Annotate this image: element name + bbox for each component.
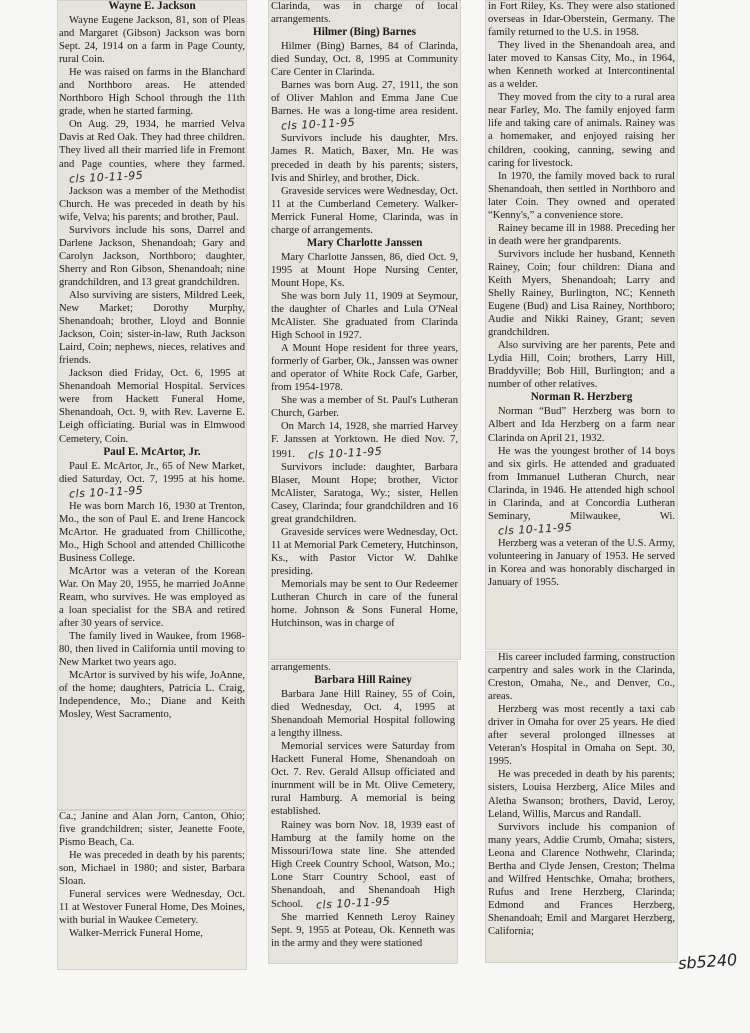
obituary-paragraph — [271, 420, 458, 460]
obituary-paragraph — [59, 849, 245, 888]
paragraph-text: Barnes was born Aug. 27, 1911, the son of Oliver Mahlon and Emma Jane Cue Barnes. He was a long-time area resident. — [271, 80, 458, 118]
obituary-paragraph — [59, 630, 245, 669]
paragraph-text: Herzberg was a veteran of the U.S. Army, volunteering in January of 1953. He served in Korea and was honorably discharged in January of 1955. — [488, 537, 675, 589]
paragraph-text: A Mount Hope resident for three years, formerly of Garber, Ok., Janssen was owner and operator of White Rock Cafe, Garber, from 1954-1978. — [271, 343, 458, 394]
paragraph-text: She was a member of St. Paul's Lutheran Church, Garber. — [271, 395, 458, 420]
obituary-paragraph — [59, 500, 245, 565]
obituary-heading — [271, 674, 455, 687]
obituary-paragraph — [59, 669, 245, 721]
obituary-paragraph — [271, 79, 458, 132]
paragraph-text: Barbara Hill Rainey — [314, 674, 412, 687]
obituary-paragraph — [488, 39, 675, 91]
paragraph-text: Rainey was born Nov. 18, 1939 east of Hamburg at the family home on the Missouri/Iowa state line. She attended High Creek Country School, Watson, Mo.; Lone Starr Country School, east of Shenandoah, and Shenandoah High School. — [271, 819, 455, 910]
obituary-paragraph — [271, 578, 458, 630]
obituary-paragraph — [59, 66, 245, 118]
paragraph-text: He was born March 16, 1930 at Trenton, Mo., the son of Paul E. and Irene Hancock McArtor. He graduated from Chillicothe, Mo., High School and attended Chillicothe Business College. — [59, 500, 245, 564]
paragraph-text: Jackson died Friday, Oct. 6, 1995 at Shenandoah Memorial Hospital. Services were from Hackett Funeral Home, Shenandoah, Oct. 9, with Rev. Laverne E. Leigh officiating. Burial was in Elmwood Cemetery, Coin. — [59, 368, 245, 445]
obituary-paragraph — [488, 91, 675, 169]
handwritten-date-note: cls 10-11-95 — [307, 444, 383, 462]
handwritten-date-note: cls 10-11-95 — [68, 168, 144, 186]
handwritten-date-note: cls 10-11-95 — [497, 520, 573, 538]
obituary-paragraph — [488, 445, 675, 537]
paragraph-text: Hilmer (Bing) Barnes, 84 of Clarinda, died Sunday, Oct. 8, 1995 at Community Care Center in Clarinda. — [271, 41, 458, 79]
paragraph-text: Ca.; Janine and Alan Jorn, Canton, Ohio; five grandchildren; sister, Jeanette Foote, Pismo Beach, Ca. — [59, 811, 245, 849]
obituary-paragraph — [271, 342, 458, 394]
obituary-paragraph — [488, 248, 675, 339]
obituary-paragraph — [59, 565, 245, 630]
obituary-paragraph — [271, 290, 458, 342]
obituary-paragraph — [488, 405, 675, 444]
obituary-paragraph — [488, 821, 675, 938]
obituary-paragraph — [271, 819, 455, 911]
obituary-paragraph — [59, 224, 245, 289]
paragraph-text: Also surviving are her parents, Pete and Lydia Hill, Coin; brothers, Larry Hill, Braddyville; Bob Hill, Burlington; and a number of other relatives. — [488, 340, 675, 391]
paragraph-text: Survivors include: daughter, Barbara Blaser, Mount Hope; brother, Victor McAlister, Saratoga, Wy.; sister, Hellen Casey, Clarinda; four grandchildren and 16 great grandchildren. — [271, 461, 458, 525]
handwritten-page-stamp: sb5240 — [677, 949, 738, 974]
obituary-paragraph — [271, 740, 455, 818]
clipping-col2b — [268, 661, 458, 964]
clipping-col2a — [268, 0, 461, 660]
paragraph-text: Herzberg was most recently a taxi cab driver in Omaha for over 25 years. He died after several prolonged illnesses at Veteran's Hospital in Omaha on Sept. 30, 1995. — [488, 704, 675, 768]
handwritten-date-note: cls 10-11-95 — [280, 116, 356, 134]
obituary-paragraph — [59, 14, 245, 66]
obituary-paragraph — [59, 289, 245, 367]
obituary-heading — [488, 391, 675, 404]
paragraph-text: She married Kenneth Leroy Rainey Sept. 9, 1955 at Poteau, Ok. Kenneth was in the army and they were stationed — [271, 911, 455, 949]
clipping-col3b — [485, 651, 678, 963]
paragraph-text: They moved from the city to a rural area near Farley, Mo. The family enjoyed farm life and taking care of animals. Rainey was a homemaker, and enjoyed raising her children, cooking, canning, sewing and caring for livestock. — [488, 92, 675, 169]
obituary-paragraph — [488, 651, 675, 703]
paragraph-text: Mary Charlotte Janssen, 86, died Oct. 9, 1995 at Mount Hope Nursing Center, Mount Hope, Ks. — [271, 251, 458, 289]
paragraph-text: Paul E. McArtor, Jr., 65 of New Market, died Saturday, Oct. 7, 1995 at his home. — [59, 460, 245, 485]
clipping-col1b — [57, 810, 247, 970]
paragraph-text: She was born July 11, 1909 at Seymour, the daughter of Charles and Lula O'Neal McAlister. She graduated from Clarinda High School in 1927. — [271, 290, 458, 342]
paragraph-text: Memorials may be sent to Our Redeemer Lutheran Church in care of the funeral home. Johnson & Sons Funeral Home, Hutchinson, was in charge of — [271, 578, 458, 630]
paragraph-text: Norman “Bud” Herzberg was born to Albert and Ida Herzberg on a farm near Clarinda on April 21, 1932. — [488, 406, 675, 444]
paragraph-text: Survivors include his companion of many years, Addie Crumb, Omaha; sisters, Leona and Clarence Nothwehr, Clarinda; Bertha and Clyde Jensen, Creston; Thelma and Wilfred Hentschke, Omaha; brothers, Rufus and Irene Herzberg, Clarinda; Edmond and Frances Herzberg, Shenandoah; Emil and Margaret Herzberg, California; — [488, 821, 675, 937]
handwritten-date-note: cls 10-11-95 — [68, 483, 144, 501]
obituary-heading — [59, 446, 245, 459]
paragraph-text: McArtor is survived by his wife, JoAnne, of the home; daughters, Patricia L. Craig, Independence, Mo.; Diane and Keith Mosley, West Sacramento, — [59, 670, 245, 721]
paragraph-text: arrangements. — [271, 662, 331, 673]
handwritten-date-note: cls 10-11-95 — [315, 894, 391, 912]
obituary-paragraph — [488, 768, 675, 820]
paragraph-text: They lived in the Shenandoah area, and later moved to Kansas City, Mo., in 1964, when Kenneth worked at Intercontinental as a welder. — [488, 40, 675, 91]
paragraph-text: He was preceded in death by his parents; sisters, Louisa Herzberg, Alice Miles and Aletha Swanson; brothers, David, Leroy, Leland, Willis, Marcus and Randall. — [488, 769, 675, 820]
paragraph-text: On March 14, 1928, she married Harvey F. Janssen at Yorktown. He died Nov. 7, 1991. — [271, 421, 458, 460]
paragraph-text: Funeral services were Wednesday, Oct. 11 at Westover Funeral Home, Des Moines, with burial in Waukee Cemetery. — [59, 889, 245, 927]
obituary-heading — [271, 26, 458, 39]
obituary-paragraph — [59, 185, 245, 224]
obituary-paragraph — [59, 118, 245, 184]
obituary-paragraph — [271, 688, 455, 740]
paragraph-text: Rainey became ill in 1988. Preceding her in death were her grandparents. — [488, 222, 675, 247]
paragraph-text: Survivors include her husband, Kenneth Rainey, Coin; four children: Diana and Keith Myers, Shenandoah; Larry and Shelly Rainey, Burlington, NC; Kenneth Eugene (Bud) and Lisa Rainey, Northboro; Audie and Nikki Rainey, Grant; seven grandchildren. — [488, 248, 675, 339]
paragraph-text: Also surviving are sisters, Mildred Leek, New Market; Dorothy Murphy, Shenandoah; brother, Lloyd and Bonnie Jackson, Coin; sister-in-law, Ruth Jackson Laird, Coin; nephews, nieces, relatives and friends. — [59, 289, 245, 367]
paragraph-text: He was preceded in death by his parents; son, Michael in 1980; and sister, Barbara Sloan. — [59, 850, 245, 888]
obituary-heading — [59, 0, 245, 13]
paragraph-text: Clarinda, was in charge of local arrangements. — [271, 1, 458, 26]
paragraph-text: Jackson was a member of the Methodist Church. He was preceded in death by his wife, Velva; his parents; and brother, Paul. — [59, 185, 245, 223]
obituary-paragraph — [59, 927, 245, 940]
paragraph-text: He was the youngest brother of 14 boys and six girls. He attended and graduated from Immanuel Lutheran Church, near Clarinda, in 1946. He attended high school in Clarinda, and at Concordia Lutheran Seminary, Milwaukee, Wi. — [488, 445, 675, 522]
obituary-paragraph — [271, 526, 458, 578]
paragraph-text: In 1970, the family moved back to rural Shenandoah, then settled in Northboro and later Coin. They owned and operated “Kenny's,” a convenience store. — [488, 170, 675, 221]
paragraph-text: The family lived in Waukee, from 1968-80, then lived in California until moving to New Market two years ago. — [59, 631, 245, 669]
obituary-paragraph — [271, 461, 458, 526]
paragraph-text: Graveside services were Wednesday, Oct. 11 at Memorial Park Cemetery, Hutchinson, Ks., with Pastor Victor W. Dahlke presiding. — [271, 526, 458, 577]
paragraph-text: in Fort Riley, Ks. They were also stationed overseas in Idar-Oberstein, Germany. The family returned to the U.S. in 1958. — [488, 1, 675, 39]
obituary-paragraph — [271, 911, 455, 950]
obituary-paragraph — [271, 40, 458, 79]
paragraph-text: He was raised on farms in the Blanchard and Northboro areas. He attended Northboro High School through the 11th grade, when he started farming. — [59, 67, 245, 118]
obituary-paragraph — [59, 888, 245, 927]
paragraph-text: Survivors include his sons, Darrel and Darlene Jackson, Shenandoah; Gary and Carolyn Jackson, Northboro; daughter, Sherry and Ron Gibson, Shenandoah; nine grandchildren, and 13 great grandchildren. — [59, 224, 245, 288]
obituary-paragraph — [271, 185, 458, 237]
obituary-paragraph — [488, 703, 675, 768]
obituary-paragraph — [488, 537, 675, 589]
obituary-paragraph — [271, 661, 455, 674]
paragraph-text: Wayne E. Jackson — [108, 0, 196, 12]
clipping-col3a — [485, 0, 678, 650]
paragraph-text: McArtor was a veteran of the Korean War. On May 20, 1955, he married JoAnne Ream, who survives. He was employed as a loan specialist for the SBA and retired after 30 years of service. — [59, 565, 245, 630]
paragraph-text: On Aug. 29, 1934, he married Velva Davis at Red Oak. They had three children. They lived all their married life in Fremont and Page counties, where they farmed. — [59, 119, 245, 170]
obituary-paragraph — [488, 222, 675, 248]
paragraph-text: Wayne Eugene Jackson, 81, son of Pleas and Margaret (Gibson) Jackson was born Sept. 24, 1914 on a farm in Page County, rural Coin. — [59, 15, 245, 66]
paragraph-text: Memorial services were Saturday from Hackett Funeral Home, Shenandoah on Oct. 7. Rev. Gerald Allsup officiated and inurnment will be in Mt. Olive Cemetery, rural Hamburg. A memorial is being established. — [271, 741, 455, 818]
obituary-paragraph — [271, 251, 458, 290]
paragraph-text: Graveside services were Wednesday, Oct. 11 at the Cumberland Cemetery. Walker-Merrick Funeral Home, Clarinda, was in charge of arrangements. — [271, 185, 458, 236]
paragraph-text: Hilmer (Bing) Barnes — [313, 26, 416, 39]
obituary-paragraph — [488, 339, 675, 391]
paragraph-text: Walker-Merrick Funeral Home, — [69, 928, 203, 940]
paragraph-text: His career included farming, construction carpentry and sales work in the Clarinda, Creston, Omaha, Ne., and Denver, Co., areas. — [488, 652, 675, 703]
obituary-paragraph — [59, 810, 245, 849]
obituary-paragraph — [488, 0, 675, 39]
obituary-paragraph — [488, 170, 675, 222]
obituary-paragraph — [59, 460, 245, 500]
paragraph-text: Barbara Jane Hill Rainey, 55 of Coin, died Wednesday, Oct. 4, 1995 at Shenandoah Memorial Hospital following a lengthy illness. — [271, 689, 455, 740]
obituary-heading — [271, 237, 458, 250]
paragraph-text: Survivors include his daughter, Mrs. James R. Matich, Baxer, Mn. He was preceded in death by his parents; sisters, Ivis and Shirley, and brother, Dick. — [271, 133, 458, 184]
obituary-paragraph — [271, 0, 458, 26]
clipping-col1 — [57, 0, 247, 810]
obituary-paragraph — [271, 132, 458, 184]
paragraph-text: Norman R. Herzberg — [530, 391, 633, 404]
obituary-paragraph — [271, 394, 458, 420]
paragraph-text: Paul E. McArtor, Jr. — [103, 445, 201, 458]
obituary-paragraph — [59, 367, 245, 445]
paragraph-text: Mary Charlotte Janssen — [306, 236, 423, 249]
